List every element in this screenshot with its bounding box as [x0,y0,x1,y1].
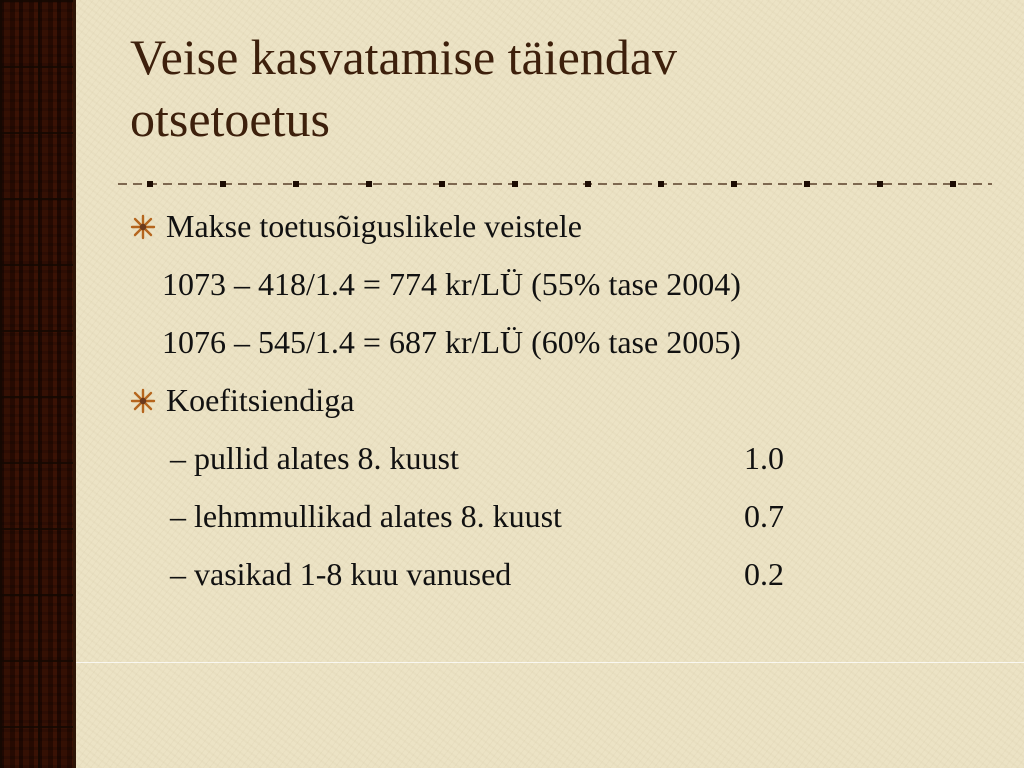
divider-dot [877,181,883,187]
coefficient-label: – lehmmullikad alates 8. kuust [170,498,562,534]
coefficient-value: 0.2 [744,556,784,592]
title-line-1: Veise kasvatamise täiendav [130,29,678,85]
divider-dot [950,181,956,187]
title-line-2: otsetoetus [130,91,330,147]
formula-line: 1076 – 545/1.4 = 687 kr/LÜ (60% tase 2005) [162,324,741,360]
bullet-label: Makse toetusõiguslikele veistele [166,208,582,244]
divider-dot [220,181,226,187]
decorative-wood-strip [0,0,76,768]
coefficient-item [170,496,562,536]
coefficient-item [170,554,511,594]
divider-dot [147,181,153,187]
coefficient-label: – pullid alates 8. kuust [170,440,459,476]
bullet-label: Koefitsiendiga [166,382,355,418]
divider-dot [512,181,518,187]
bullet-coefficients [130,380,354,420]
coefficient-value: 1.0 [744,440,784,476]
footer-divider [76,662,1024,663]
strip-edge [73,0,76,768]
slide-title [130,26,1000,150]
divider-dot [731,181,737,187]
divider-dot [293,181,299,187]
bullet-payments [130,206,582,246]
coefficient-item [170,438,459,478]
asterisk-bullet-icon [130,388,156,414]
coefficient-value: 0.7 [744,498,784,534]
divider-dot [585,181,591,187]
dashed-divider [118,176,992,192]
formula-line: 1073 – 418/1.4 = 774 kr/LÜ (55% tase 2004) [162,266,741,302]
coefficient-label: – vasikad 1-8 kuu vanused [170,556,512,592]
divider-dot [439,181,445,187]
divider-dot [658,181,664,187]
divider-dot [804,181,810,187]
strip-grid-pattern [0,0,76,768]
divider-dot [366,181,372,187]
asterisk-bullet-icon [130,214,156,240]
